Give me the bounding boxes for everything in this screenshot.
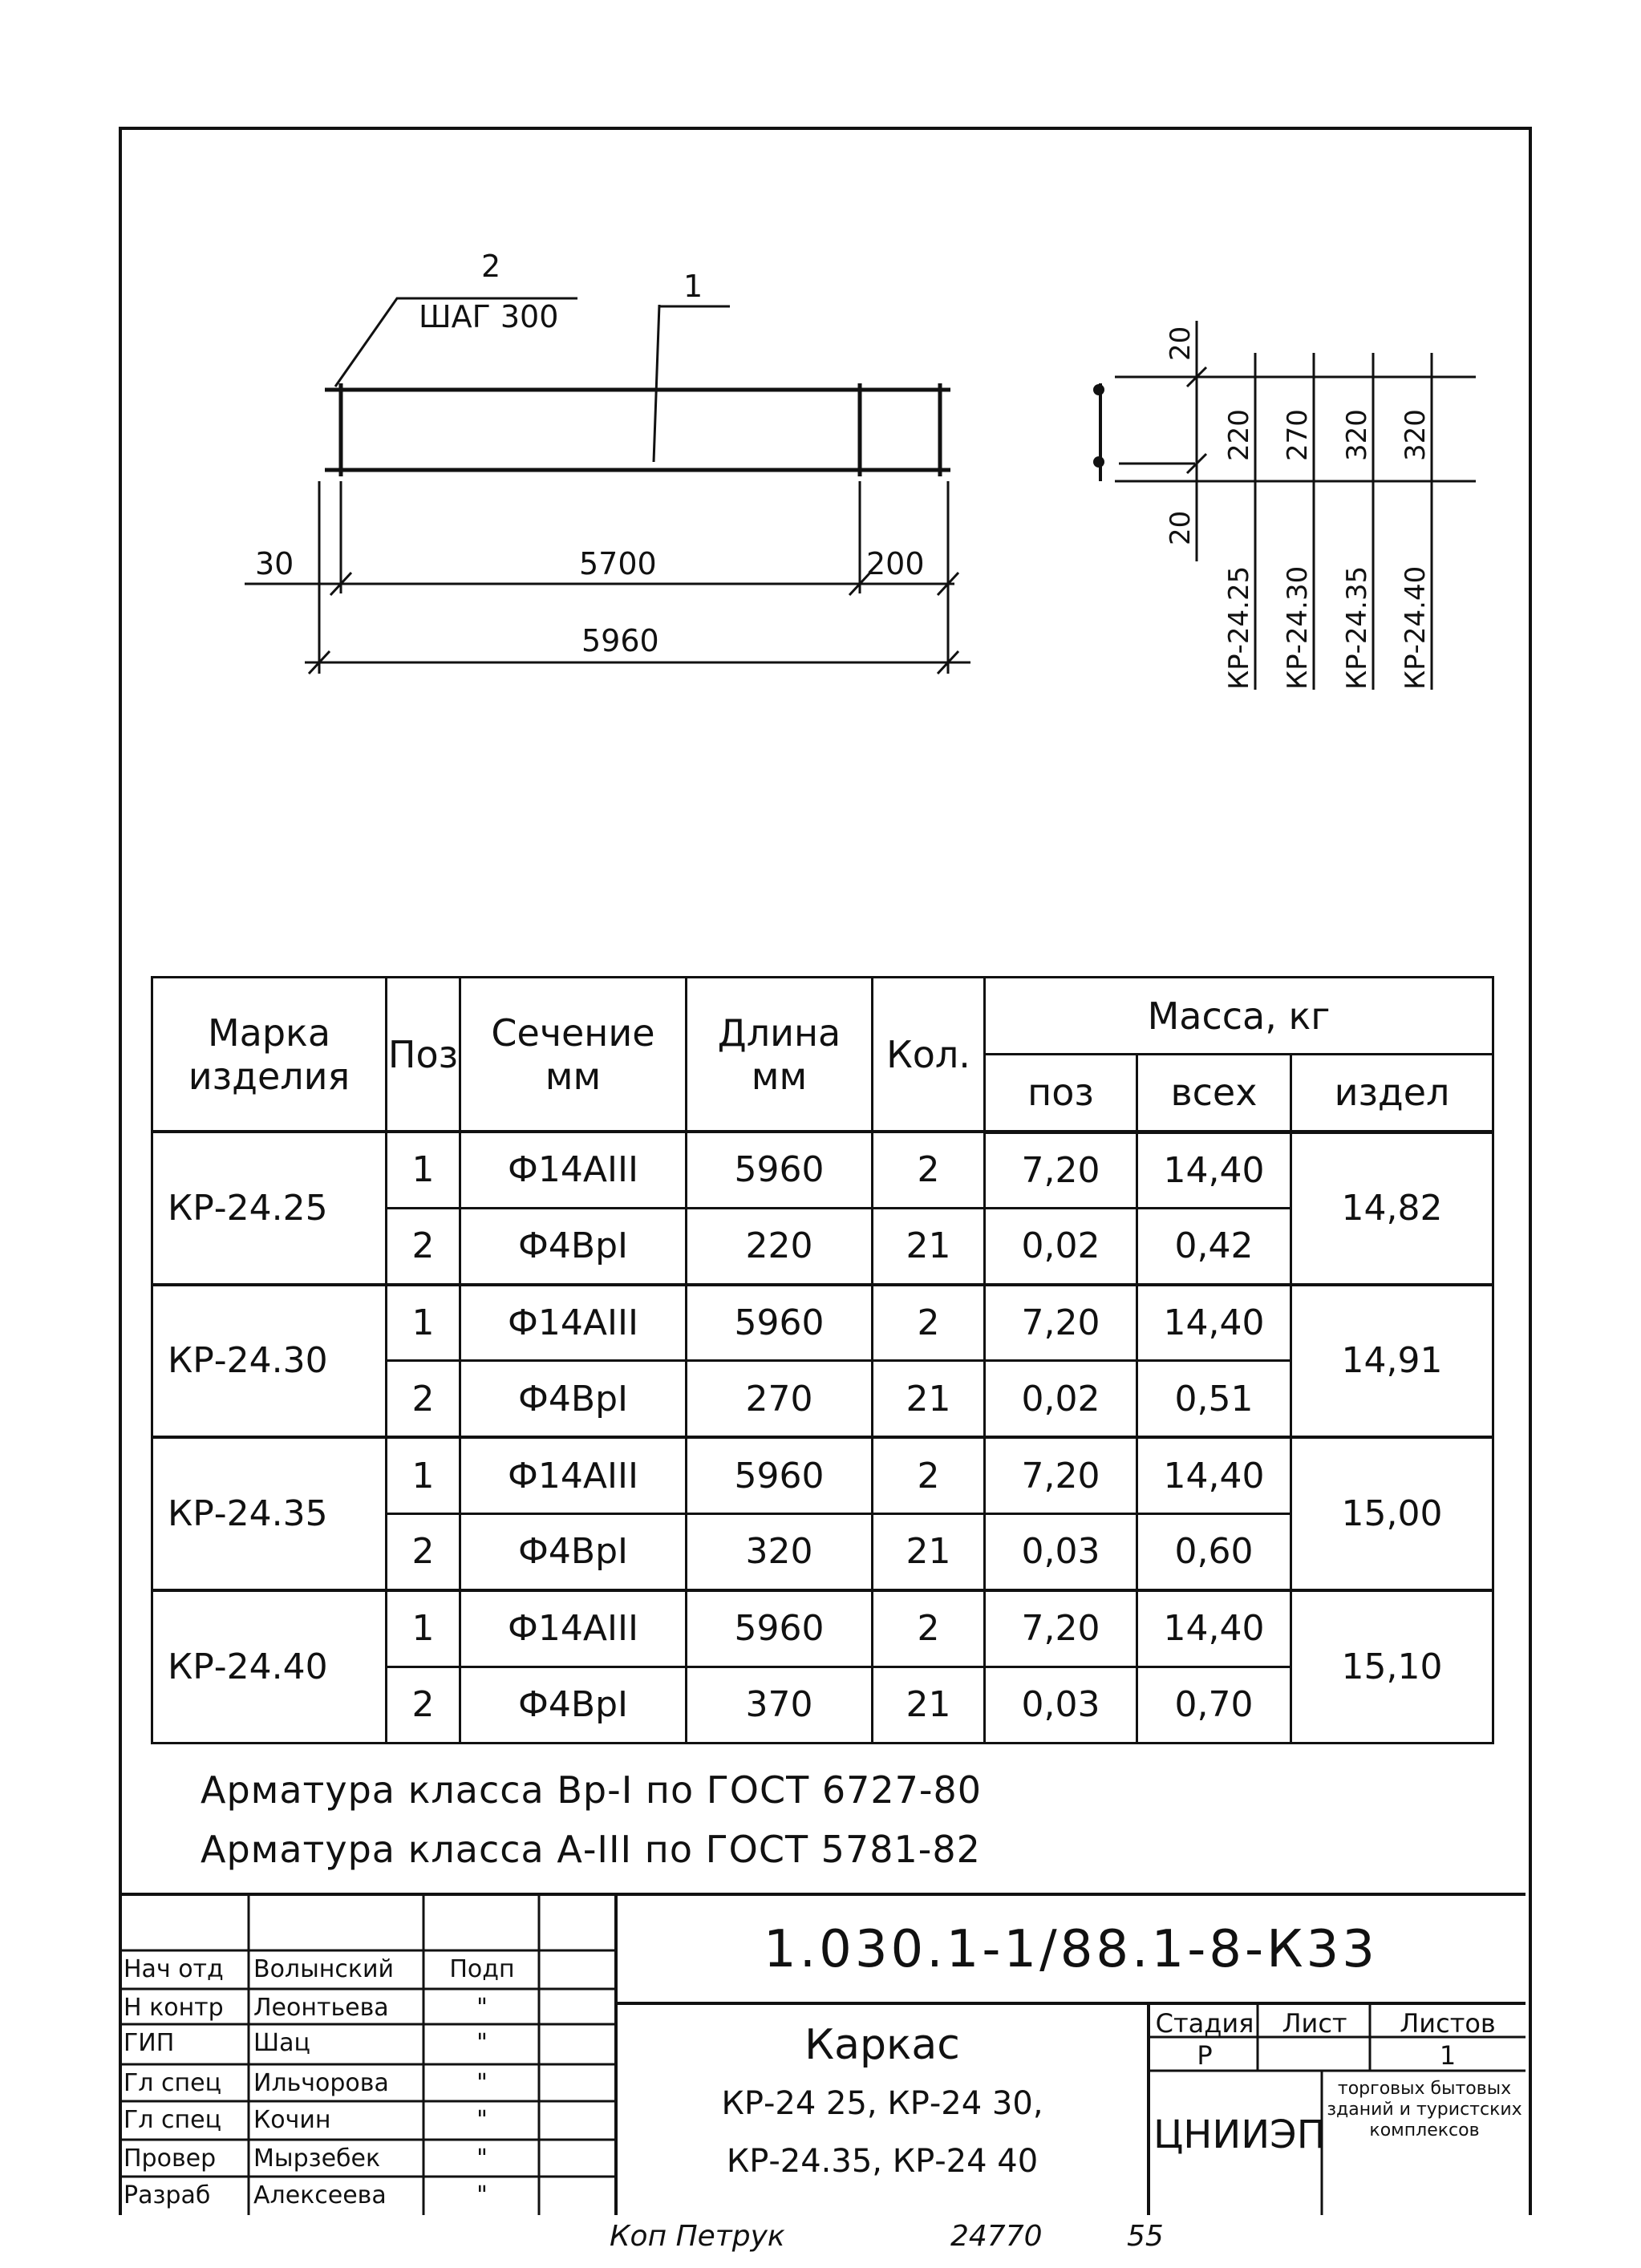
- stamp-role: Гл спец: [124, 2069, 221, 2097]
- position: 1: [387, 1590, 460, 1667]
- table-row: [152, 1590, 1493, 1667]
- dim-right: 200: [866, 546, 925, 581]
- section-dim-top: 20: [1165, 326, 1197, 361]
- stamp-row: [119, 1954, 616, 1984]
- mass-total: 0,70: [1137, 1667, 1291, 1743]
- note-1: Арматура класса Вр-I по ГОСТ 6727-80: [201, 1768, 983, 1812]
- title-name: [616, 2003, 1149, 2215]
- position: 2: [387, 1667, 460, 1743]
- bar-quantity: 21: [873, 1667, 985, 1743]
- bar-quantity: 21: [873, 1514, 985, 1590]
- header-section: Сечение мм: [460, 978, 687, 1132]
- specification-table: [151, 976, 1494, 1744]
- bar-length: 220: [687, 1208, 873, 1284]
- stamp-sign: ": [476, 2144, 488, 2173]
- stamp-sign: ": [476, 2106, 488, 2134]
- stamp-name: Кочин: [253, 2106, 331, 2134]
- stamp-name: Алексеева: [253, 2181, 387, 2209]
- page-number: 55: [1127, 2220, 1164, 2253]
- mass-per-position: 0,02: [985, 1361, 1137, 1437]
- bar-length: 5960: [687, 1437, 873, 1513]
- section-height-3: 320: [1341, 409, 1373, 461]
- bar-length: 5960: [687, 1132, 873, 1208]
- organization: ЦНИИЭП: [1153, 2112, 1326, 2157]
- stamp-sign: ": [476, 2029, 488, 2057]
- bar-section: Ф14АIII: [460, 1437, 687, 1513]
- stamp-row: [119, 2180, 616, 2210]
- stamp-role: ГИП: [124, 2029, 175, 2057]
- mass-per-position: 7,20: [985, 1285, 1137, 1361]
- stamp-row: [119, 1992, 616, 2023]
- table-row: [152, 1132, 1493, 1208]
- sheets-value: 1: [1439, 2040, 1457, 2071]
- stamp-name: Ильчорова: [253, 2069, 389, 2097]
- header-mass-all: всех: [1137, 1055, 1291, 1132]
- bar-pos-label: 1: [683, 269, 703, 304]
- stamp-role: Разраб: [124, 2181, 211, 2209]
- bar-quantity: 2: [873, 1437, 985, 1513]
- section-mark-4: КР-24.40: [1400, 565, 1432, 690]
- stamp-sign: ": [476, 2069, 488, 2097]
- bar-quantity: 2: [873, 1285, 985, 1361]
- note-2: Арматура класса А-III по ГОСТ 5781-82: [201, 1828, 981, 1871]
- sheets-label: Листов: [1400, 2008, 1496, 2039]
- stamp-row: [119, 2068, 616, 2098]
- stamp-name: Шац: [253, 2029, 310, 2057]
- item-mass: 14,82: [1291, 1132, 1493, 1285]
- bar-section: Ф4ВрI: [460, 1514, 687, 1590]
- notes: [201, 1760, 982, 1879]
- header-pos: Поз: [387, 978, 460, 1132]
- dim-total: 5960: [581, 623, 659, 658]
- position: 1: [387, 1132, 460, 1208]
- bar-quantity: 21: [873, 1208, 985, 1284]
- stamp-name: Мырзебек: [253, 2144, 381, 2173]
- document-code: 1.030.1-1/88.1-8-К33: [764, 1920, 1378, 1979]
- section-height-1: 220: [1223, 409, 1255, 461]
- section-height-4: 320: [1400, 409, 1432, 461]
- organization-subtitle: торговых бытовых зданий и туристских комплексов: [1327, 2079, 1522, 2140]
- header-mass-item: издел: [1291, 1055, 1493, 1132]
- bar-section: Ф4ВрI: [460, 1208, 687, 1284]
- mass-total: 0,60: [1137, 1514, 1291, 1590]
- section-dim-bottom: 20: [1165, 510, 1197, 545]
- bar-quantity: 21: [873, 1361, 985, 1437]
- archive-number: 24770: [950, 2220, 1043, 2253]
- header-mass-pos: поз: [985, 1055, 1137, 1132]
- bar-length: 5960: [687, 1285, 873, 1361]
- product-mark: КР-24.35: [152, 1437, 387, 1590]
- bar-length: 320: [687, 1514, 873, 1590]
- bar-length: 270: [687, 1361, 873, 1437]
- bar-section: Ф14АIII: [460, 1132, 687, 1208]
- position: 1: [387, 1285, 460, 1361]
- stage-label: Стадия: [1155, 2008, 1254, 2039]
- item-mass: 15,10: [1291, 1590, 1493, 1744]
- mass-per-position: 0,03: [985, 1667, 1137, 1743]
- stamp-role: Нач отд: [124, 1955, 224, 1983]
- mass-total: 14,40: [1137, 1285, 1291, 1361]
- table-row: [152, 1437, 1493, 1513]
- header-length: Длина мм: [687, 978, 873, 1132]
- mass-per-position: 0,02: [985, 1208, 1137, 1284]
- stamp-row: [119, 2027, 616, 2058]
- stamp-sign: Подп: [449, 1955, 515, 1983]
- bar-length: 5960: [687, 1590, 873, 1667]
- header-qty: Кол.: [873, 978, 985, 1132]
- mass-total: 14,40: [1137, 1132, 1291, 1208]
- stamp-row: [119, 2143, 616, 2173]
- dim-middle: 5700: [579, 546, 657, 581]
- title-line-1: Каркас: [804, 2021, 960, 2069]
- stamp-name: Леонтьева: [253, 1994, 389, 2022]
- bar-section: Ф4ВрI: [460, 1667, 687, 1743]
- bar-quantity: 2: [873, 1132, 985, 1208]
- bar-section: Ф14АIII: [460, 1590, 687, 1667]
- section-height-2: 270: [1282, 409, 1314, 461]
- header-mass: Масса, кг: [985, 978, 1493, 1055]
- stamp-role: Провер: [124, 2144, 217, 2173]
- section-mark-1: КР-24.25: [1223, 565, 1255, 690]
- position: 2: [387, 1361, 460, 1437]
- stamp-role: Гл спец: [124, 2106, 221, 2134]
- mass-per-position: 7,20: [985, 1437, 1137, 1513]
- dim-left: 30: [255, 546, 294, 581]
- sheet-label: Лист: [1282, 2008, 1347, 2039]
- bar-quantity: 2: [873, 1590, 985, 1667]
- mass-per-position: 0,03: [985, 1514, 1137, 1590]
- mass-total: 14,40: [1137, 1437, 1291, 1513]
- section-mark-3: КР-24.35: [1341, 565, 1373, 690]
- stirrup-pos-label: 2: [481, 249, 501, 284]
- bar-section: Ф14АIII: [460, 1285, 687, 1361]
- mass-per-position: 7,20: [985, 1132, 1137, 1208]
- title-line-3: КР-24.35, КР-24 40: [726, 2143, 1039, 2180]
- product-mark: КР-24.25: [152, 1132, 387, 1285]
- pitch-label: ШАГ 300: [419, 299, 559, 334]
- product-mark: КР-24.30: [152, 1285, 387, 1438]
- stage-value: Р: [1197, 2040, 1213, 2071]
- stamp-role: Н контр: [124, 1994, 224, 2022]
- title-block: [119, 1893, 1526, 2215]
- stamp-sign: ": [476, 2181, 488, 2209]
- position: 2: [387, 1208, 460, 1284]
- header-mark: Марка изделия: [152, 978, 387, 1132]
- mass-total: 0,51: [1137, 1361, 1291, 1437]
- stamp-row: [119, 2104, 616, 2135]
- section-mark-2: КР-24.30: [1282, 565, 1314, 690]
- item-mass: 14,91: [1291, 1285, 1493, 1438]
- table-row: [152, 1285, 1493, 1361]
- stamp-name: Волынский: [253, 1955, 395, 1983]
- mass-total: 0,42: [1137, 1208, 1291, 1284]
- stamp-sign: ": [476, 1994, 488, 2022]
- mass-per-position: 7,20: [985, 1590, 1137, 1667]
- copied-by: Коп Петрук: [610, 2220, 785, 2253]
- position: 1: [387, 1437, 460, 1513]
- bar-length: 370: [687, 1667, 873, 1743]
- item-mass: 15,00: [1291, 1437, 1493, 1590]
- title-line-2: КР-24 25, КР-24 30,: [721, 2085, 1043, 2122]
- bar-section: Ф4ВрI: [460, 1361, 687, 1437]
- mass-total: 14,40: [1137, 1590, 1291, 1667]
- position: 2: [387, 1514, 460, 1590]
- product-mark: КР-24.40: [152, 1590, 387, 1744]
